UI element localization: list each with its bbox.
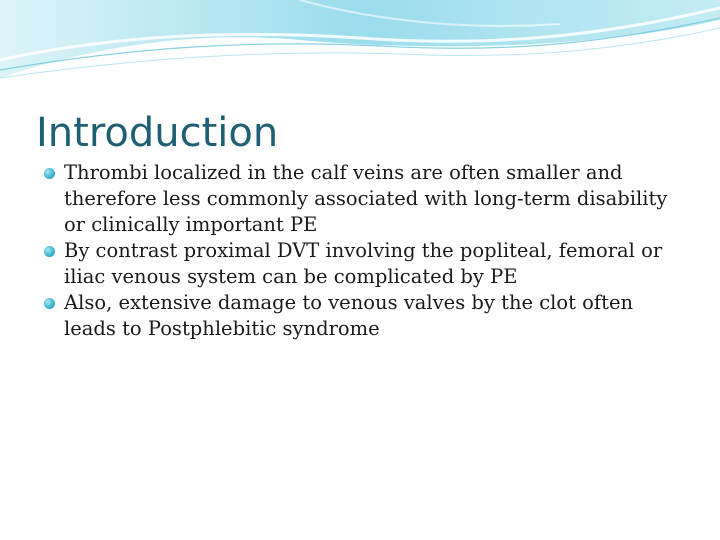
slide-title: Introduction [36,109,279,156]
bullet-text: Thrombi localized in the calf veins are often smaller and therefore less commonly associated with long-term disability or clinically important PE [64,161,668,236]
bullet-item [44,238,684,290]
header-wave-decoration [0,0,720,90]
bullet-text: By contrast proximal DVT involving the popliteal, femoral or iliac venous system can be complicated by PE [64,239,663,288]
bullet-dot-icon [44,246,55,257]
bullet-text: Also, extensive damage to venous valves by the clot often leads to Postphlebitic syndrome [64,291,634,340]
bullet-dot-icon [44,168,55,179]
bullet-list [44,160,684,342]
bullet-item [44,160,684,238]
bullet-dot-icon [44,298,55,309]
bullet-item [44,290,684,342]
